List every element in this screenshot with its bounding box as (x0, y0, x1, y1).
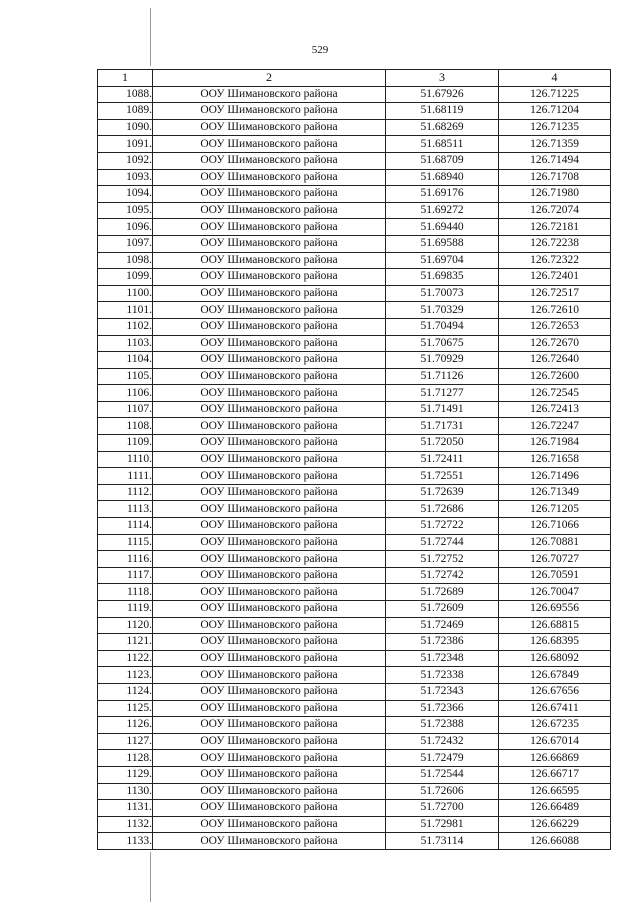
name-cell: ООУ Шимановского района (153, 484, 386, 501)
longitude-cell: 126.72517 (499, 285, 611, 302)
latitude-cell: 51.71277 (386, 385, 499, 402)
row-number-cell: 1127. (98, 733, 153, 750)
row-number-cell: 1132. (98, 816, 153, 833)
latitude-cell: 51.70675 (386, 335, 499, 352)
row-number-cell: 1098. (98, 252, 153, 269)
table-row (98, 385, 611, 402)
table-row (98, 683, 611, 700)
name-cell: ООУ Шимановского района (153, 650, 386, 667)
latitude-cell: 51.72050 (386, 435, 499, 452)
longitude-cell: 126.71205 (499, 501, 611, 518)
name-cell: ООУ Шимановского района (153, 567, 386, 584)
row-number-cell: 1109. (98, 435, 153, 452)
table-row (98, 800, 611, 817)
row-number-cell: 1090. (98, 119, 153, 136)
name-cell: ООУ Шимановского района (153, 683, 386, 700)
row-number-cell: 1092. (98, 152, 153, 169)
table-row (98, 302, 611, 319)
row-number-cell: 1116. (98, 551, 153, 568)
table-row (98, 468, 611, 485)
latitude-cell: 51.72606 (386, 783, 499, 800)
latitude-cell: 51.73114 (386, 833, 499, 850)
row-number-cell: 1104. (98, 352, 153, 369)
row-number-cell: 1130. (98, 783, 153, 800)
longitude-cell: 126.72640 (499, 352, 611, 369)
latitude-cell: 51.69440 (386, 219, 499, 236)
latitude-cell: 51.72411 (386, 451, 499, 468)
table-row (98, 551, 611, 568)
name-cell: ООУ Шимановского района (153, 352, 386, 369)
row-number-cell: 1102. (98, 318, 153, 335)
table-row (98, 501, 611, 518)
name-cell: ООУ Шимановского района (153, 302, 386, 319)
name-cell: ООУ Шимановского района (153, 468, 386, 485)
row-number-cell: 1111. (98, 468, 153, 485)
row-number-cell: 1117. (98, 567, 153, 584)
longitude-cell: 126.71494 (499, 152, 611, 169)
row-number-cell: 1108. (98, 418, 153, 435)
table-row (98, 318, 611, 335)
row-number-cell: 1123. (98, 667, 153, 684)
name-cell: ООУ Шимановского района (153, 617, 386, 634)
row-number-cell: 1091. (98, 136, 153, 153)
name-cell: ООУ Шимановского района (153, 385, 386, 402)
latitude-cell: 51.72348 (386, 650, 499, 667)
table-row (98, 484, 611, 501)
row-number-cell: 1124. (98, 683, 153, 700)
row-number-cell: 1093. (98, 169, 153, 186)
longitude-cell: 126.66489 (499, 800, 611, 817)
latitude-cell: 51.72479 (386, 750, 499, 767)
table-row (98, 816, 611, 833)
row-number-cell: 1105. (98, 368, 153, 385)
latitude-cell: 51.72432 (386, 733, 499, 750)
latitude-cell: 51.72366 (386, 700, 499, 717)
name-cell: ООУ Шимановского района (153, 103, 386, 120)
row-number-cell: 1106. (98, 385, 153, 402)
latitude-cell: 51.68940 (386, 169, 499, 186)
longitude-cell: 126.72610 (499, 302, 611, 319)
table-row (98, 766, 611, 783)
table-row (98, 86, 611, 103)
longitude-cell: 126.72238 (499, 235, 611, 252)
latitude-cell: 51.69704 (386, 252, 499, 269)
table-row (98, 451, 611, 468)
latitude-cell: 51.72544 (386, 766, 499, 783)
longitude-cell: 126.67411 (499, 700, 611, 717)
name-cell: ООУ Шимановского района (153, 634, 386, 651)
longitude-cell: 126.66229 (499, 816, 611, 833)
latitude-cell: 51.72700 (386, 800, 499, 817)
name-cell: ООУ Шимановского района (153, 219, 386, 236)
latitude-cell: 51.72343 (386, 683, 499, 700)
table-row (98, 152, 611, 169)
table-row (98, 119, 611, 136)
table-row (98, 601, 611, 618)
latitude-cell: 51.68269 (386, 119, 499, 136)
table-row (98, 103, 611, 120)
table-row (98, 269, 611, 286)
longitude-cell: 126.70727 (499, 551, 611, 568)
longitude-cell: 126.72413 (499, 401, 611, 418)
row-number-cell: 1088. (98, 86, 153, 103)
longitude-cell: 126.72181 (499, 219, 611, 236)
longitude-cell: 126.68092 (499, 650, 611, 667)
longitude-cell: 126.68395 (499, 634, 611, 651)
latitude-cell: 51.72338 (386, 667, 499, 684)
longitude-cell: 126.68815 (499, 617, 611, 634)
row-number-cell: 1122. (98, 650, 153, 667)
row-number-cell: 1114. (98, 518, 153, 535)
table-row (98, 567, 611, 584)
latitude-cell: 51.72722 (386, 518, 499, 535)
row-number-cell: 1103. (98, 335, 153, 352)
name-cell: ООУ Шимановского района (153, 136, 386, 153)
table-row (98, 833, 611, 850)
name-cell: ООУ Шимановского района (153, 700, 386, 717)
table-row (98, 401, 611, 418)
latitude-cell: 51.72609 (386, 601, 499, 618)
name-cell: ООУ Шимановского района (153, 418, 386, 435)
coordinates-table (97, 69, 611, 850)
longitude-cell: 126.72653 (499, 318, 611, 335)
longitude-cell: 126.67849 (499, 667, 611, 684)
longitude-cell: 126.72322 (499, 252, 611, 269)
table-row (98, 136, 611, 153)
table-row (98, 584, 611, 601)
latitude-cell: 51.68709 (386, 152, 499, 169)
row-number-cell: 1118. (98, 584, 153, 601)
name-cell: ООУ Шимановского района (153, 401, 386, 418)
longitude-cell: 126.66869 (499, 750, 611, 767)
longitude-cell: 126.72545 (499, 385, 611, 402)
longitude-cell: 126.72670 (499, 335, 611, 352)
longitude-cell: 126.69556 (499, 601, 611, 618)
latitude-cell: 51.69835 (386, 269, 499, 286)
name-cell: ООУ Шимановского района (153, 601, 386, 618)
table-row (98, 202, 611, 219)
row-number-cell: 1089. (98, 103, 153, 120)
longitude-cell: 126.71225 (499, 86, 611, 103)
table-row (98, 186, 611, 203)
name-cell: ООУ Шимановского района (153, 235, 386, 252)
latitude-cell: 51.72639 (386, 484, 499, 501)
name-cell: ООУ Шимановского района (153, 285, 386, 302)
table-row (98, 634, 611, 651)
table-row (98, 617, 611, 634)
longitude-cell: 126.72074 (499, 202, 611, 219)
latitude-cell: 51.72744 (386, 534, 499, 551)
latitude-cell: 51.72469 (386, 617, 499, 634)
latitude-cell: 51.72742 (386, 567, 499, 584)
name-cell: ООУ Шимановского района (153, 202, 386, 219)
row-number-cell: 1101. (98, 302, 153, 319)
latitude-cell: 51.70329 (386, 302, 499, 319)
table-row (98, 733, 611, 750)
scan-margin-line-bottom (150, 852, 151, 902)
table-row (98, 368, 611, 385)
longitude-cell: 126.71235 (499, 119, 611, 136)
longitude-cell: 126.71708 (499, 169, 611, 186)
row-number-cell: 1110. (98, 451, 153, 468)
row-number-cell: 1128. (98, 750, 153, 767)
name-cell: ООУ Шимановского района (153, 435, 386, 452)
name-cell: ООУ Шимановского района (153, 800, 386, 817)
row-number-cell: 1115. (98, 534, 153, 551)
longitude-cell: 126.71984 (499, 435, 611, 452)
longitude-cell: 126.67014 (499, 733, 611, 750)
latitude-cell: 51.70494 (386, 318, 499, 335)
latitude-cell: 51.71731 (386, 418, 499, 435)
longitude-cell: 126.66088 (499, 833, 611, 850)
row-number-cell: 1112. (98, 484, 153, 501)
table-row (98, 169, 611, 186)
name-cell: ООУ Шимановского района (153, 833, 386, 850)
latitude-cell: 51.70929 (386, 352, 499, 369)
longitude-cell: 126.71496 (499, 468, 611, 485)
name-cell: ООУ Шимановского района (153, 733, 386, 750)
row-number-cell: 1125. (98, 700, 153, 717)
table-row (98, 667, 611, 684)
name-cell: ООУ Шимановского района (153, 667, 386, 684)
row-number-cell: 1100. (98, 285, 153, 302)
row-number-cell: 1096. (98, 219, 153, 236)
longitude-cell: 126.72247 (499, 418, 611, 435)
scan-margin-line-top (150, 8, 151, 66)
column-header-4: 4 (499, 70, 611, 87)
latitude-cell: 51.70073 (386, 285, 499, 302)
row-number-cell: 1133. (98, 833, 153, 850)
table-header-row (98, 70, 611, 87)
row-number-cell: 1129. (98, 766, 153, 783)
row-number-cell: 1113. (98, 501, 153, 518)
table-row (98, 518, 611, 535)
latitude-cell: 51.72752 (386, 551, 499, 568)
row-number-cell: 1097. (98, 235, 153, 252)
longitude-cell: 126.71066 (499, 518, 611, 535)
table-body (98, 86, 611, 849)
latitude-cell: 51.72551 (386, 468, 499, 485)
name-cell: ООУ Шимановского района (153, 551, 386, 568)
longitude-cell: 126.70047 (499, 584, 611, 601)
table-row (98, 335, 611, 352)
longitude-cell: 126.71658 (499, 451, 611, 468)
row-number-cell: 1120. (98, 617, 153, 634)
page-number: 529 (311, 44, 329, 56)
name-cell: ООУ Шимановского района (153, 186, 386, 203)
table-row (98, 750, 611, 767)
latitude-cell: 51.69176 (386, 186, 499, 203)
latitude-cell: 51.69272 (386, 202, 499, 219)
longitude-cell: 126.71359 (499, 136, 611, 153)
row-number-cell: 1121. (98, 634, 153, 651)
table-row (98, 783, 611, 800)
latitude-cell: 51.72686 (386, 501, 499, 518)
row-number-cell: 1119. (98, 601, 153, 618)
longitude-cell: 126.71980 (499, 186, 611, 203)
row-number-cell: 1107. (98, 401, 153, 418)
longitude-cell: 126.70591 (499, 567, 611, 584)
name-cell: ООУ Шимановского района (153, 169, 386, 186)
name-cell: ООУ Шимановского района (153, 335, 386, 352)
name-cell: ООУ Шимановского района (153, 717, 386, 734)
name-cell: ООУ Шимановского района (153, 501, 386, 518)
name-cell: ООУ Шимановского района (153, 534, 386, 551)
table-row (98, 252, 611, 269)
name-cell: ООУ Шимановского района (153, 584, 386, 601)
name-cell: ООУ Шимановского района (153, 269, 386, 286)
longitude-cell: 126.67656 (499, 683, 611, 700)
name-cell: ООУ Шимановского района (153, 119, 386, 136)
table-row (98, 219, 611, 236)
name-cell: ООУ Шимановского района (153, 766, 386, 783)
row-number-cell: 1095. (98, 202, 153, 219)
name-cell: ООУ Шимановского района (153, 318, 386, 335)
longitude-cell: 126.66595 (499, 783, 611, 800)
latitude-cell: 51.71491 (386, 401, 499, 418)
latitude-cell: 51.68511 (386, 136, 499, 153)
latitude-cell: 51.72386 (386, 634, 499, 651)
name-cell: ООУ Шимановского района (153, 783, 386, 800)
longitude-cell: 126.71349 (499, 484, 611, 501)
name-cell: ООУ Шимановского района (153, 451, 386, 468)
name-cell: ООУ Шимановского района (153, 518, 386, 535)
row-number-cell: 1099. (98, 269, 153, 286)
table-row (98, 235, 611, 252)
name-cell: ООУ Шимановского района (153, 86, 386, 103)
table-row (98, 700, 611, 717)
column-header-3: 3 (386, 70, 499, 87)
name-cell: ООУ Шимановского района (153, 816, 386, 833)
column-header-1: 1 (98, 70, 153, 87)
name-cell: ООУ Шимановского района (153, 152, 386, 169)
table-row (98, 285, 611, 302)
latitude-cell: 51.69588 (386, 235, 499, 252)
table-row (98, 352, 611, 369)
name-cell: ООУ Шимановского района (153, 368, 386, 385)
row-number-cell: 1094. (98, 186, 153, 203)
row-number-cell: 1126. (98, 717, 153, 734)
latitude-cell: 51.72689 (386, 584, 499, 601)
longitude-cell: 126.66717 (499, 766, 611, 783)
row-number-cell: 1131. (98, 800, 153, 817)
table-row (98, 418, 611, 435)
longitude-cell: 126.70881 (499, 534, 611, 551)
table-row (98, 534, 611, 551)
name-cell: ООУ Шимановского района (153, 750, 386, 767)
latitude-cell: 51.67926 (386, 86, 499, 103)
latitude-cell: 51.72388 (386, 717, 499, 734)
table-row (98, 650, 611, 667)
latitude-cell: 51.71126 (386, 368, 499, 385)
longitude-cell: 126.67235 (499, 717, 611, 734)
column-header-2: 2 (153, 70, 386, 87)
table-row (98, 435, 611, 452)
name-cell: ООУ Шимановского района (153, 252, 386, 269)
latitude-cell: 51.68119 (386, 103, 499, 120)
longitude-cell: 126.72600 (499, 368, 611, 385)
table-row (98, 717, 611, 734)
longitude-cell: 126.71204 (499, 103, 611, 120)
longitude-cell: 126.72401 (499, 269, 611, 286)
latitude-cell: 51.72981 (386, 816, 499, 833)
